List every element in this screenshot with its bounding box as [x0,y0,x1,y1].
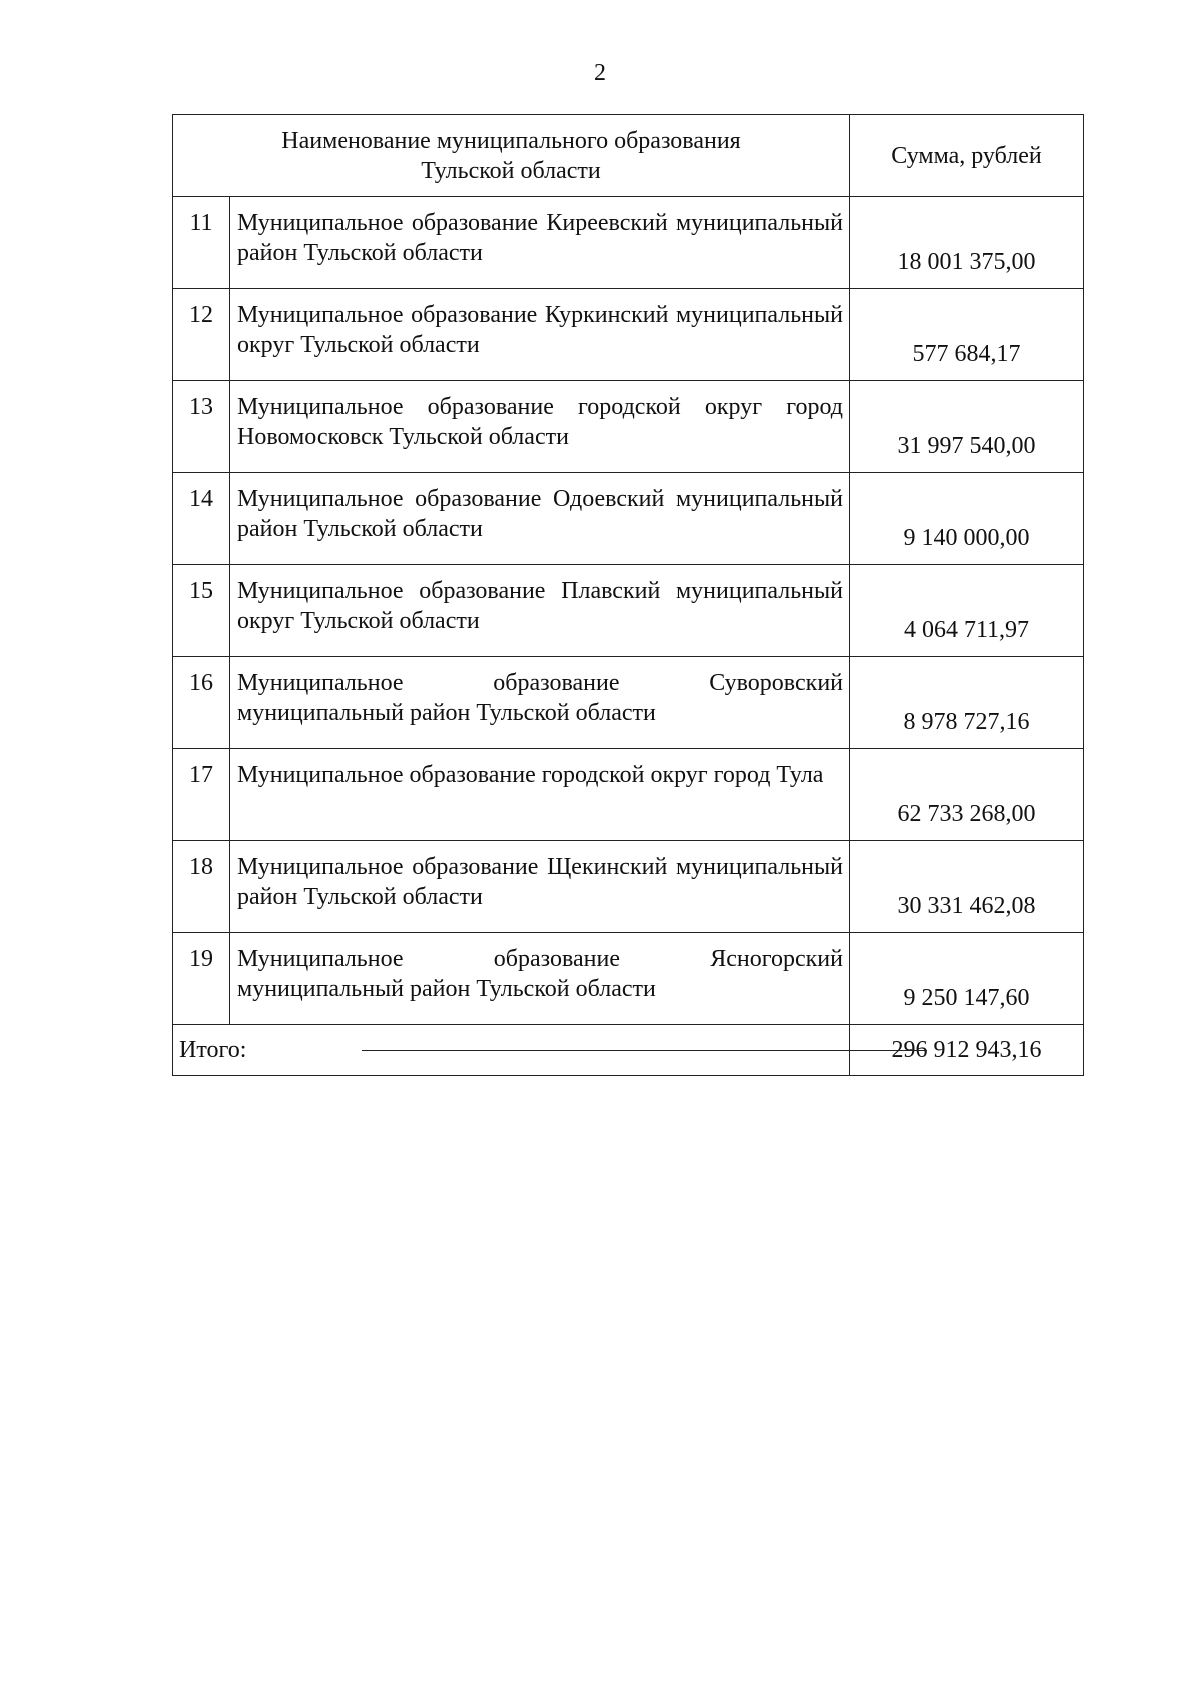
total-label: Итого: [173,1025,850,1076]
header-sum: Сумма, рублей [850,115,1084,197]
row-municipality-name: Муниципальное образование Суворовский муниципальный район Тульской области [230,657,850,749]
row-number: 11 [173,197,230,289]
row-number: 18 [173,841,230,933]
table-row [173,565,1084,657]
row-municipality-name: Муниципальное образование Куркинский муниципальный округ Тульской области [230,289,850,381]
row-sum: 8 978 727,16 [850,657,1084,749]
header-name-line2: Тульской области [421,157,601,184]
table-row [173,197,1084,289]
table-row [173,841,1084,933]
table-row [173,473,1084,565]
table-row [173,289,1084,381]
row-number: 12 [173,289,230,381]
row-municipality-name: Муниципальное образование Одоевский муниципальный район Тульской области [230,473,850,565]
end-of-document-rule [362,1050,927,1051]
row-sum: 577 684,17 [850,289,1084,381]
page-number: 2 [594,60,606,86]
total-sum: 296 912 943,16 [850,1025,1084,1076]
row-municipality-name: Муниципальное образование городской округ город Тула [230,749,850,841]
row-sum: 30 331 462,08 [850,841,1084,933]
table-row [173,749,1084,841]
row-municipality-name: Муниципальное образование Ясногорский муниципальный район Тульской области [230,933,850,1025]
table-row [173,933,1084,1025]
row-number: 19 [173,933,230,1025]
row-sum: 31 997 540,00 [850,381,1084,473]
row-number: 17 [173,749,230,841]
table-row [173,657,1084,749]
allocation-table [172,114,1084,1076]
row-sum: 9 250 147,60 [850,933,1084,1025]
row-sum: 62 733 268,00 [850,749,1084,841]
row-sum: 4 064 711,97 [850,565,1084,657]
header-name-line1: Наименование муниципального образования [281,127,741,154]
row-sum: 9 140 000,00 [850,473,1084,565]
table-header-row [173,115,1084,197]
row-number: 14 [173,473,230,565]
row-municipality-name: Муниципальное образование Плавский муниципальный округ Тульской области [230,565,850,657]
row-sum: 18 001 375,00 [850,197,1084,289]
row-number: 15 [173,565,230,657]
row-number: 16 [173,657,230,749]
row-municipality-name: Муниципальное образование Щекинский муниципальный район Тульской области [230,841,850,933]
row-number: 13 [173,381,230,473]
row-municipality-name: Муниципальное образование Киреевский муниципальный район Тульской области [230,197,850,289]
table-row [173,381,1084,473]
row-municipality-name: Муниципальное образование городской округ город Новомосковск Тульской области [230,381,850,473]
header-municipality-name [173,115,850,197]
